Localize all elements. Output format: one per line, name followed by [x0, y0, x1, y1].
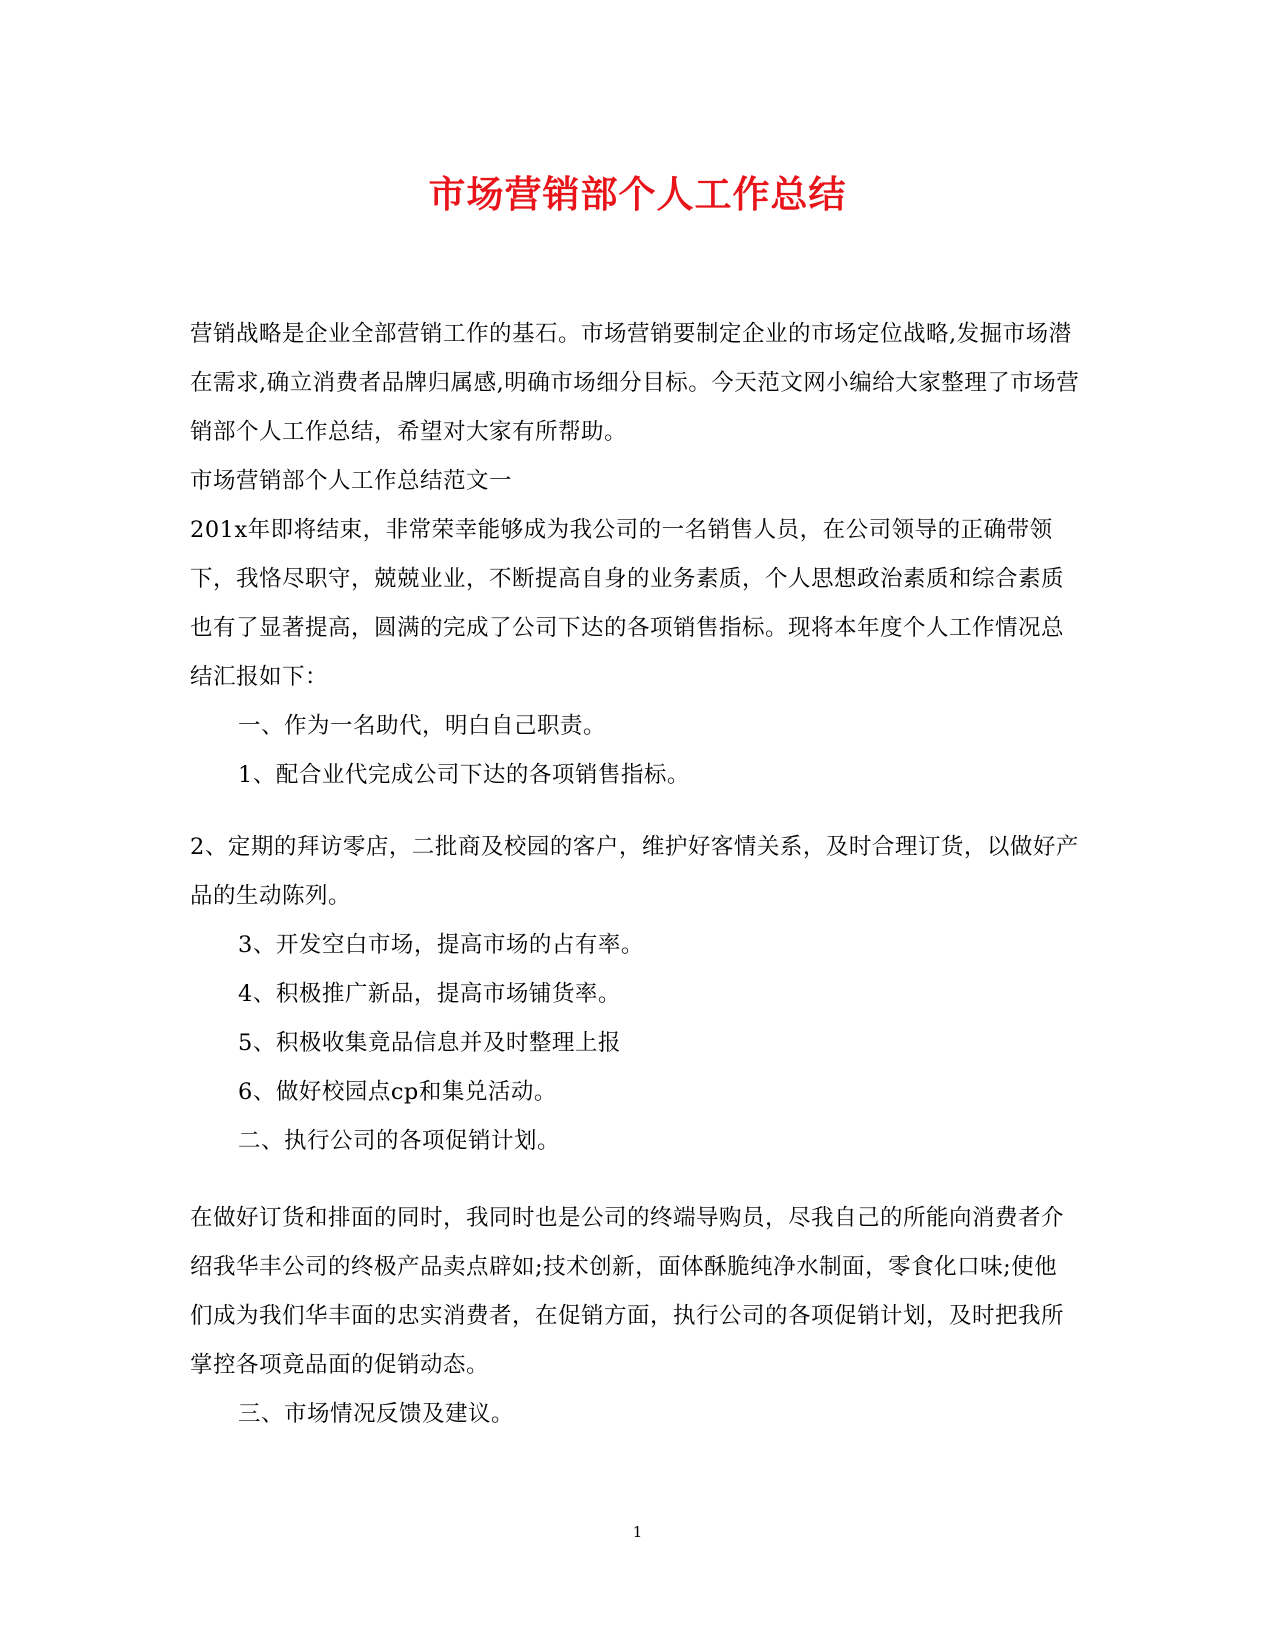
text-block-3 — [190, 1194, 1080, 1439]
list-item-6: 6、做好校园点cp和集兑活动。 — [238, 1079, 557, 1105]
body-paragraph-2: 在做好订货和排面的同时，我同时也是公司的终端导购员，尽我自己的所能向消费者介绍我华丰公司的终极产品卖点辟如;技术创新，面体酥脆纯净水制面，零食化口味;使他们成为我们华丰面的忠实消费者，在促销方面，执行公司的各项促销计划，及时把我所掌控各项竟品面的促销动态。 — [190, 1205, 1065, 1378]
list-item-5: 5、积极收集竟品信息并及时整理上报 — [238, 1030, 621, 1056]
section-title-3: 三、市场情况反馈及建议。 — [238, 1401, 515, 1427]
section-title-2: 二、执行公司的各项促销计划。 — [238, 1128, 561, 1154]
page-number: 1 — [632, 1523, 643, 1541]
list-item-4: 4、积极推广新品，提高市场铺货率。 — [238, 981, 621, 1007]
section-heading: 市场营销部个人工作总结范文一 — [190, 468, 513, 494]
section-title-1: 一、作为一名助代，明白自己职责。 — [238, 713, 607, 739]
document-title: 市场营销部个人工作总结 — [428, 172, 847, 216]
list-item-1: 1、配合业代完成公司下达的各项销售指标。 — [238, 762, 690, 788]
list-item-2: 2、定期的拜访零店，二批商及校园的客户，维护好客情关系，及时合理订货，以做好产品的生动陈列。 — [190, 834, 1079, 909]
text-block-1 — [190, 310, 1080, 800]
text-block-2 — [190, 823, 1080, 1166]
intro-paragraph: 营销战略是企业全部营销工作的基石。市场营销要制定企业的市场定位战略,发掘市场潜在需求,确立消费者品牌归属感,明确市场细分目标。今天范文网小编给大家整理了市场营销部个人工作总结，希望对大家有所帮助。 — [190, 321, 1080, 445]
body-paragraph: 201x年即将结束，非常荣幸能够成为我公司的一名销售人员，在公司领导的正确带领下，我恪尽职守，兢兢业业，不断提高自身的业务素质，个人思想政治素质和综合素质也有了显著提高，圆满的完成了公司下达的各项销售指标。现将本年度个人工作情况总结汇报如下： — [190, 517, 1065, 690]
list-item-3: 3、开发空白市场，提高市场的占有率。 — [238, 932, 644, 958]
